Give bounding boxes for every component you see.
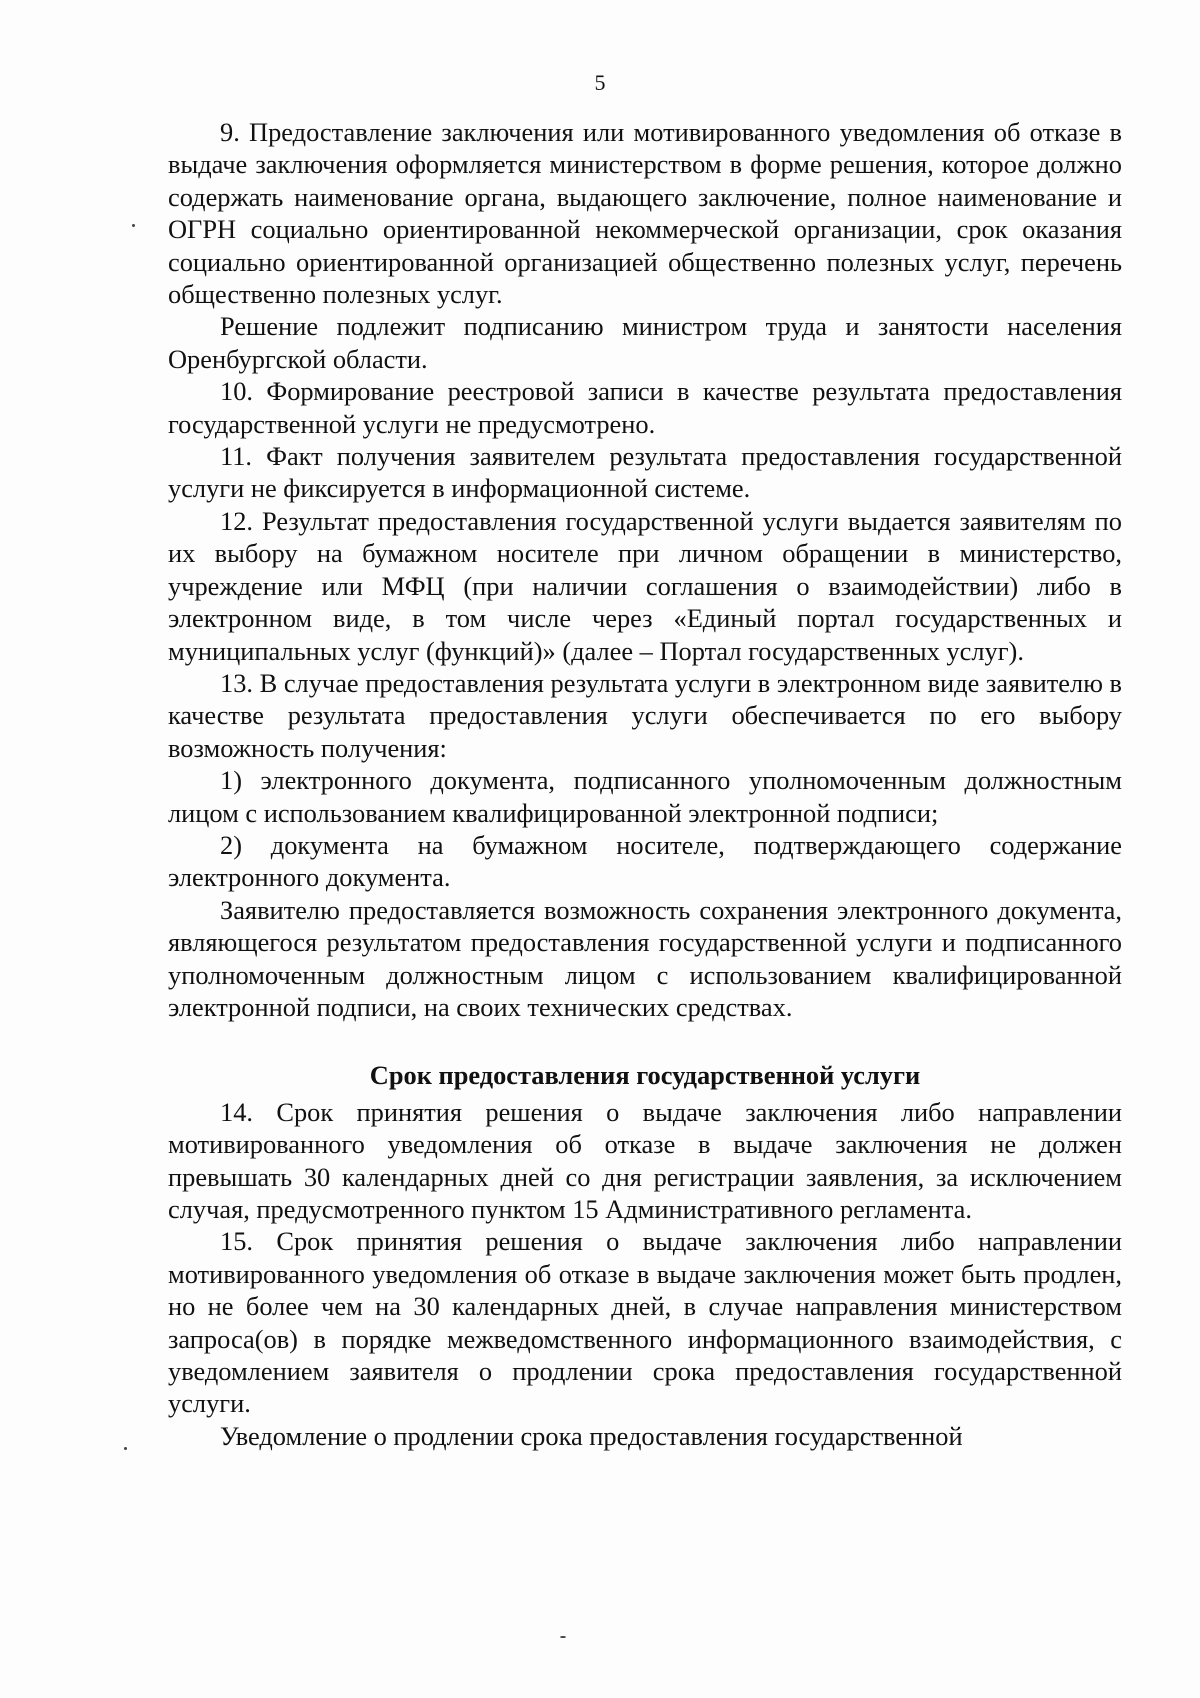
section-heading: Срок предоставления государственной услуги: [369, 1060, 921, 1091]
scan-speck: [560, 1636, 566, 1638]
paragraph-subitem-2: 2) документа на бумажном носителе, подтверждающего содержание электронного документа.: [168, 829, 1122, 893]
page-number: 5: [594, 70, 606, 95]
paragraph-item-12: 12. Результат предоставления государственной услуги выдается заявителям по их выбору на бумажном носителе при личном обращении в министерство, учреждение или МФЦ (при наличии соглашения о взаимодействии) либо в электронном виде, в том числе через «Единый портал государственных и муниципальных услуг (функций)» (далее – Портал государственных услуг).: [168, 505, 1122, 666]
paragraph-item-15: 15. Срок принятия решения о выдаче заключения либо направлении мотивированного уведомления об отказе в выдаче заключения может быть продлен, но не более чем на 30 календарных дней, в случае направления министерством запроса(ов) в порядке межведомственного информационного взаимодействия, с уведомлением заявителя о продлении срока предоставления государственной услуги.: [168, 1226, 1122, 1419]
paragraph-item-13: 13. В случае предоставления результата услуги в электронном виде заявителю в качестве результата предоставления услуги обеспечивается по его выбору возможность получения:: [168, 667, 1122, 763]
paragraph-item-10: 10. Формирование реестровой записи в качестве результата предоставления государственной услуги не предусмотрено.: [168, 376, 1122, 439]
paragraph-item-14: 14. Срок принятия решения о выдаче заключения либо направлении мотивированного уведомления об отказе в выдаче заключения не должен превышать 30 календарных дней со дня регистрации заявления, за исключением случая, предусмотренного пунктом 15 Административного регламента.: [168, 1096, 1122, 1224]
document-body: [168, 116, 1122, 1452]
scan-speck: [132, 224, 135, 227]
paragraph-item-11: 11. Факт получения заявителем результата предоставления государственной услуги не фиксируется в информационной системе.: [168, 441, 1122, 504]
paragraph-item-9: 9. Предоставление заключения или мотивированного уведомления об отказе в выдаче заключения оформляется министерством в форме решения, которое должно содержать наименование органа, выдающего заключение, полное наименование и ОГРН социально ориентированной некоммерческой организации, срок оказания социально ориентированной организацией общественно полезных услуг, перечень общественно полезных услуг.: [168, 117, 1122, 310]
paragraph-extension-notice: Уведомление о продлении срока предоставления государственной: [220, 1420, 963, 1451]
scan-speck: [124, 1447, 127, 1450]
paragraph-storage-option: Заявителю предоставляется возможность сохранения электронного документа, являющегося результатом предоставления государственной услуги и подписанного уполномоченным должностным лицом с использованием квалифицированной электронной подписи, на своих технических средствах.: [168, 894, 1122, 1022]
paragraph-signature-note: Решение подлежит подписанию министром труда и занятости населения Оренбургской области.: [168, 311, 1122, 374]
paragraph-subitem-1: 1) электронного документа, подписанного уполномоченным должностным лицом с использованием квалифицированной электронной подписи;: [168, 765, 1122, 828]
